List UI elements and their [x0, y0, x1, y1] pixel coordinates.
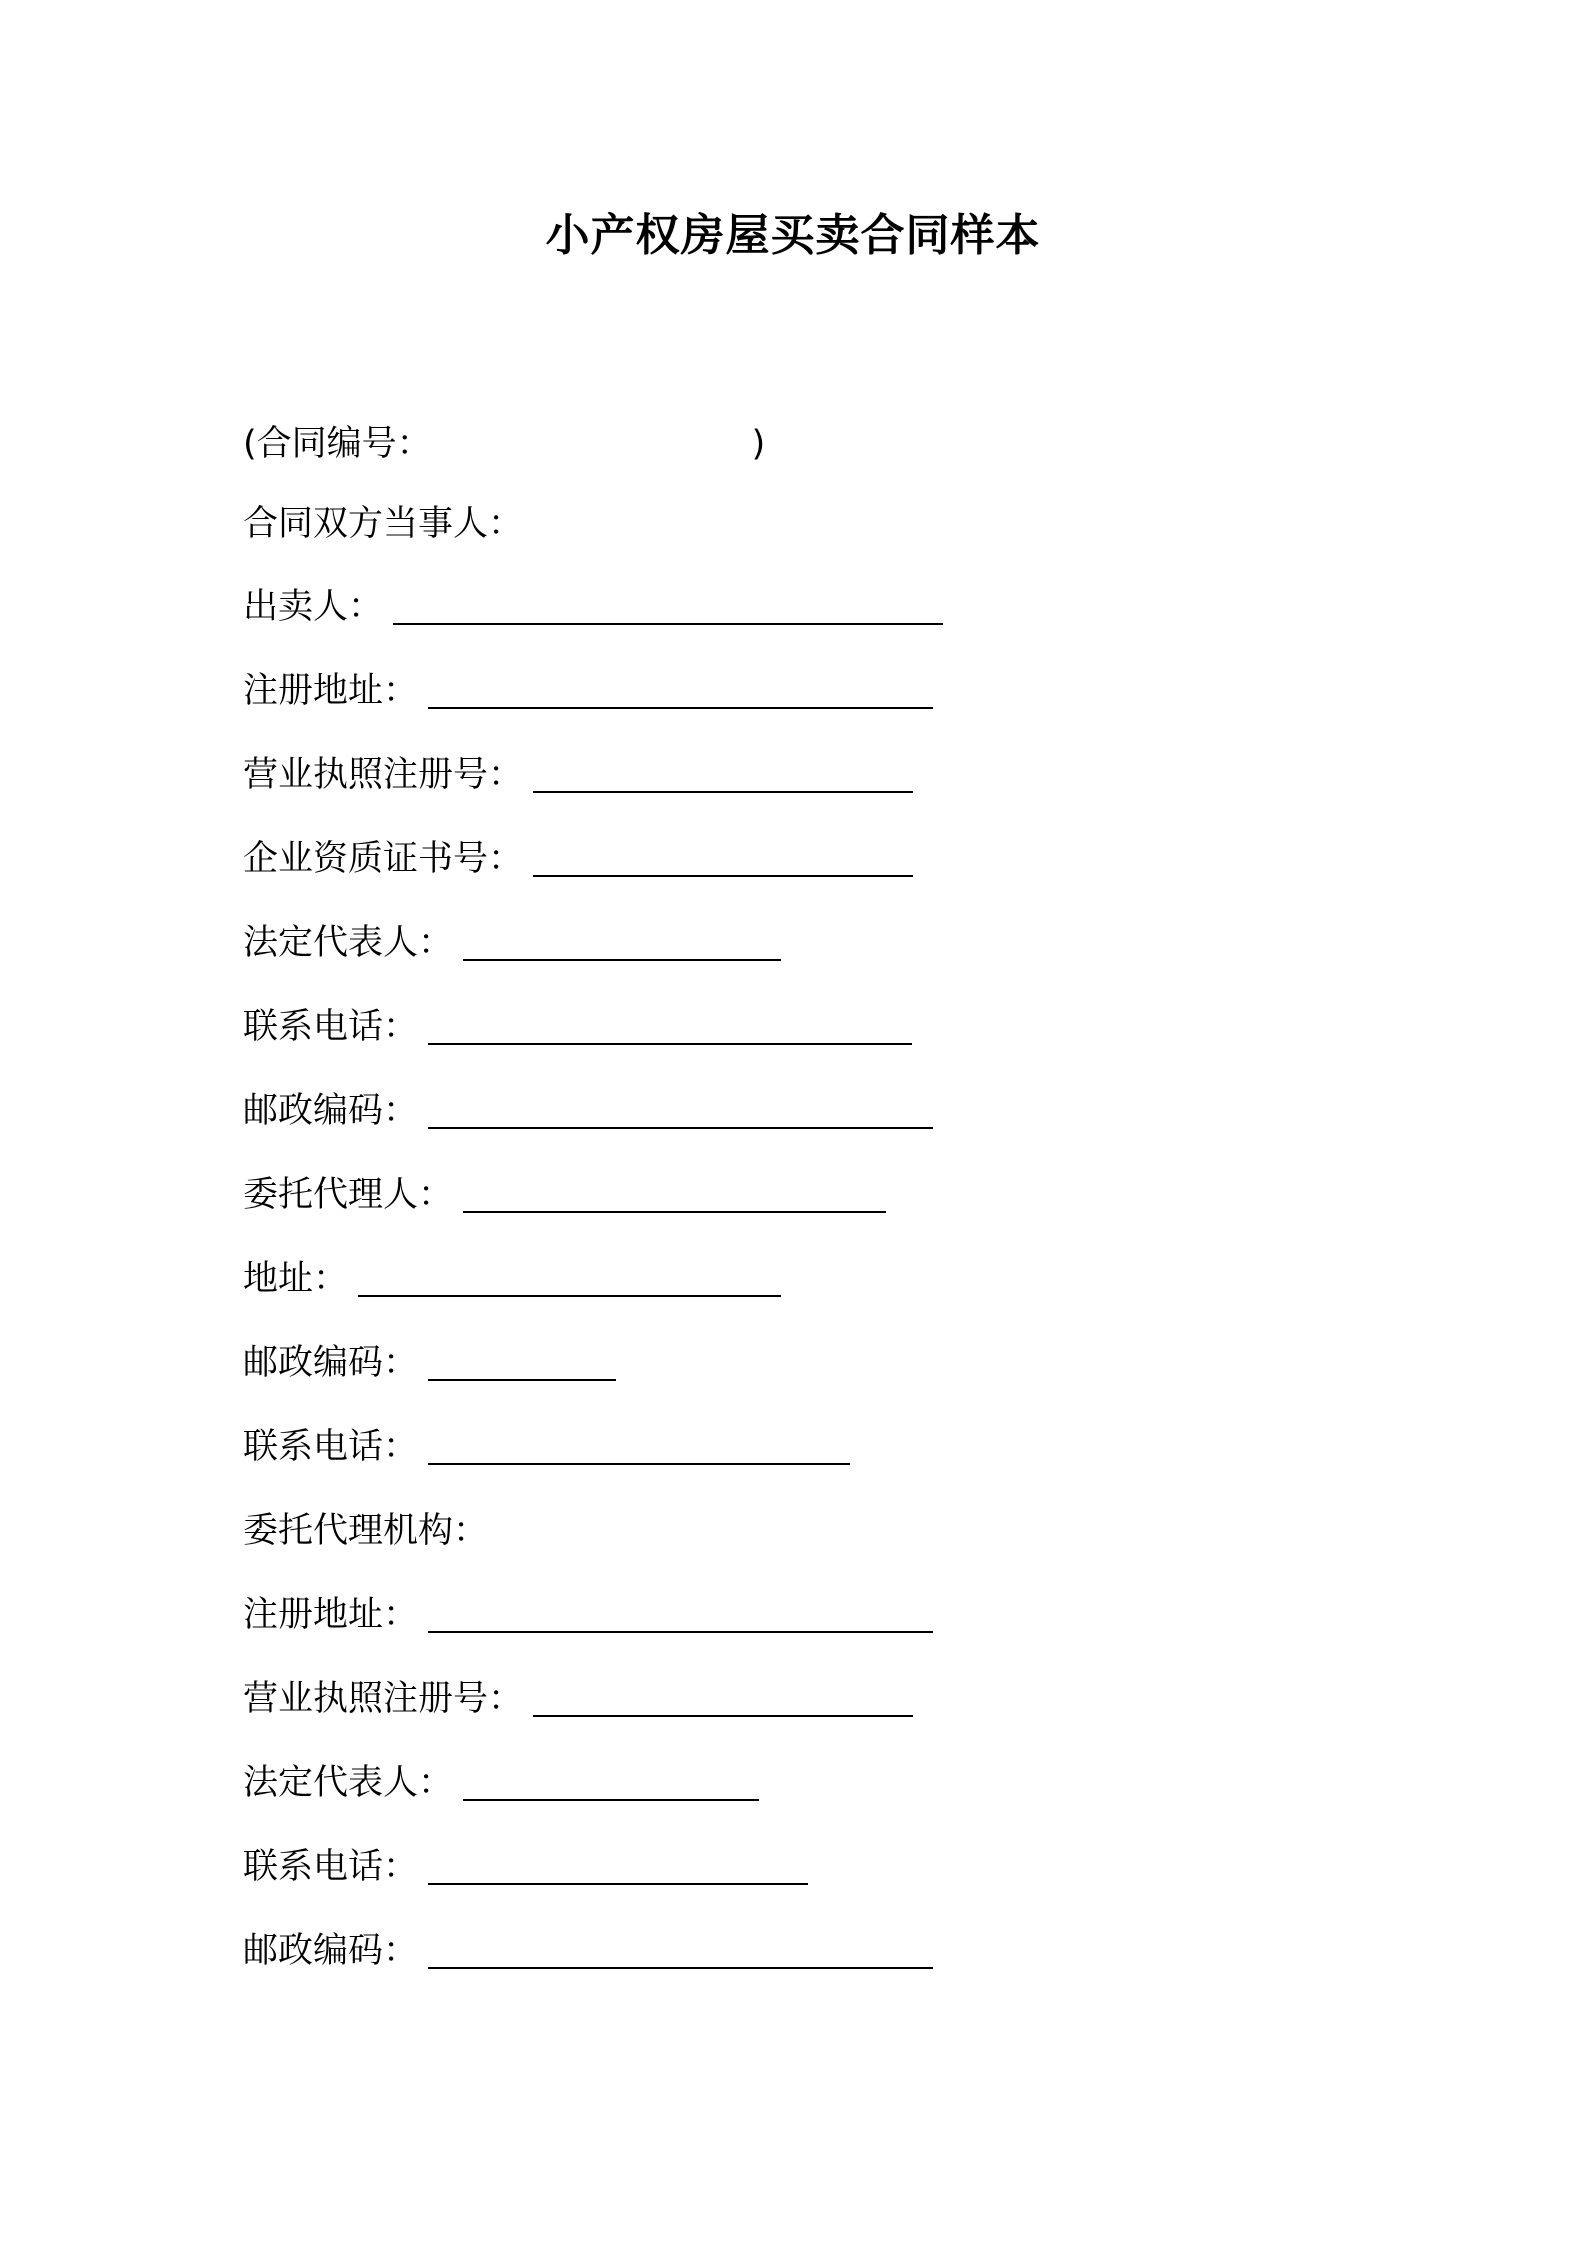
contract-number-label: 合同编号： [256, 424, 432, 464]
agency-heading: 委托代理机构： [243, 1511, 489, 1551]
fill-in-blank[interactable] [463, 919, 781, 961]
field-agency-phone [243, 1843, 808, 1891]
field-agency-business-license-no [243, 1675, 913, 1723]
fill-in-blank[interactable] [393, 583, 943, 625]
field-label: 邮政编码： [243, 1931, 419, 1971]
fill-in-blank[interactable] [428, 1423, 850, 1465]
field-agency-legal-representative [243, 1759, 759, 1807]
fill-in-blank[interactable] [428, 1003, 912, 1045]
parties-heading: 合同双方当事人： [243, 504, 524, 544]
field-label: 法定代表人： [243, 923, 454, 963]
fill-in-blank[interactable] [428, 1591, 933, 1633]
field-label: 注册地址： [243, 671, 419, 711]
field-agency-postal-code [243, 1927, 933, 1975]
field-authorized-agent [243, 1171, 886, 1219]
fill-in-blank[interactable] [533, 751, 913, 793]
fill-in-blank[interactable] [428, 1087, 933, 1129]
field-label: 邮政编码： [243, 1343, 419, 1383]
field-label: 企业资质证书号： [243, 839, 524, 879]
field-business-license-no [243, 751, 913, 799]
fill-in-blank[interactable] [463, 1171, 886, 1213]
parties-heading-line [243, 500, 523, 548]
field-registered-address [243, 667, 933, 715]
field-label: 联系电话： [243, 1847, 419, 1887]
field-agent-postal-code [243, 1339, 616, 1387]
field-postal-code [243, 1087, 933, 1135]
fill-in-blank[interactable] [533, 1675, 913, 1717]
field-label: 地址： [243, 1259, 349, 1299]
field-qualification-cert-no [243, 835, 913, 883]
field-label: 邮政编码： [243, 1091, 419, 1131]
field-label: 注册地址： [243, 1595, 419, 1635]
fill-in-blank[interactable] [428, 1339, 616, 1381]
contract-number-close-paren: ) [751, 424, 766, 464]
field-label: 委托代理人： [243, 1175, 454, 1215]
fill-in-blank[interactable] [428, 1927, 933, 1969]
fill-in-blank[interactable] [428, 667, 933, 709]
field-phone [243, 1003, 912, 1051]
field-label: 营业执照注册号： [243, 755, 524, 795]
field-label: 出卖人： [243, 587, 384, 627]
field-address [243, 1255, 781, 1303]
fill-in-blank[interactable] [463, 1759, 759, 1801]
field-agency-registered-address [243, 1591, 933, 1639]
fill-in-blank[interactable] [358, 1255, 781, 1297]
field-label: 联系电话： [243, 1007, 419, 1047]
contract-number-line [243, 420, 765, 468]
field-label: 法定代表人： [243, 1763, 454, 1803]
field-label: 营业执照注册号： [243, 1679, 524, 1719]
field-agent-phone [243, 1423, 850, 1471]
field-label: 联系电话： [243, 1427, 419, 1467]
field-seller [243, 583, 943, 631]
agency-heading-line [243, 1507, 488, 1555]
fill-in-blank[interactable] [428, 1843, 808, 1885]
field-legal-representative [243, 919, 781, 967]
fill-in-blank[interactable] [533, 835, 913, 877]
contract-number-open-paren: ( [243, 424, 257, 464]
document-title: 小产权房屋买卖合同样本 [545, 210, 1041, 261]
